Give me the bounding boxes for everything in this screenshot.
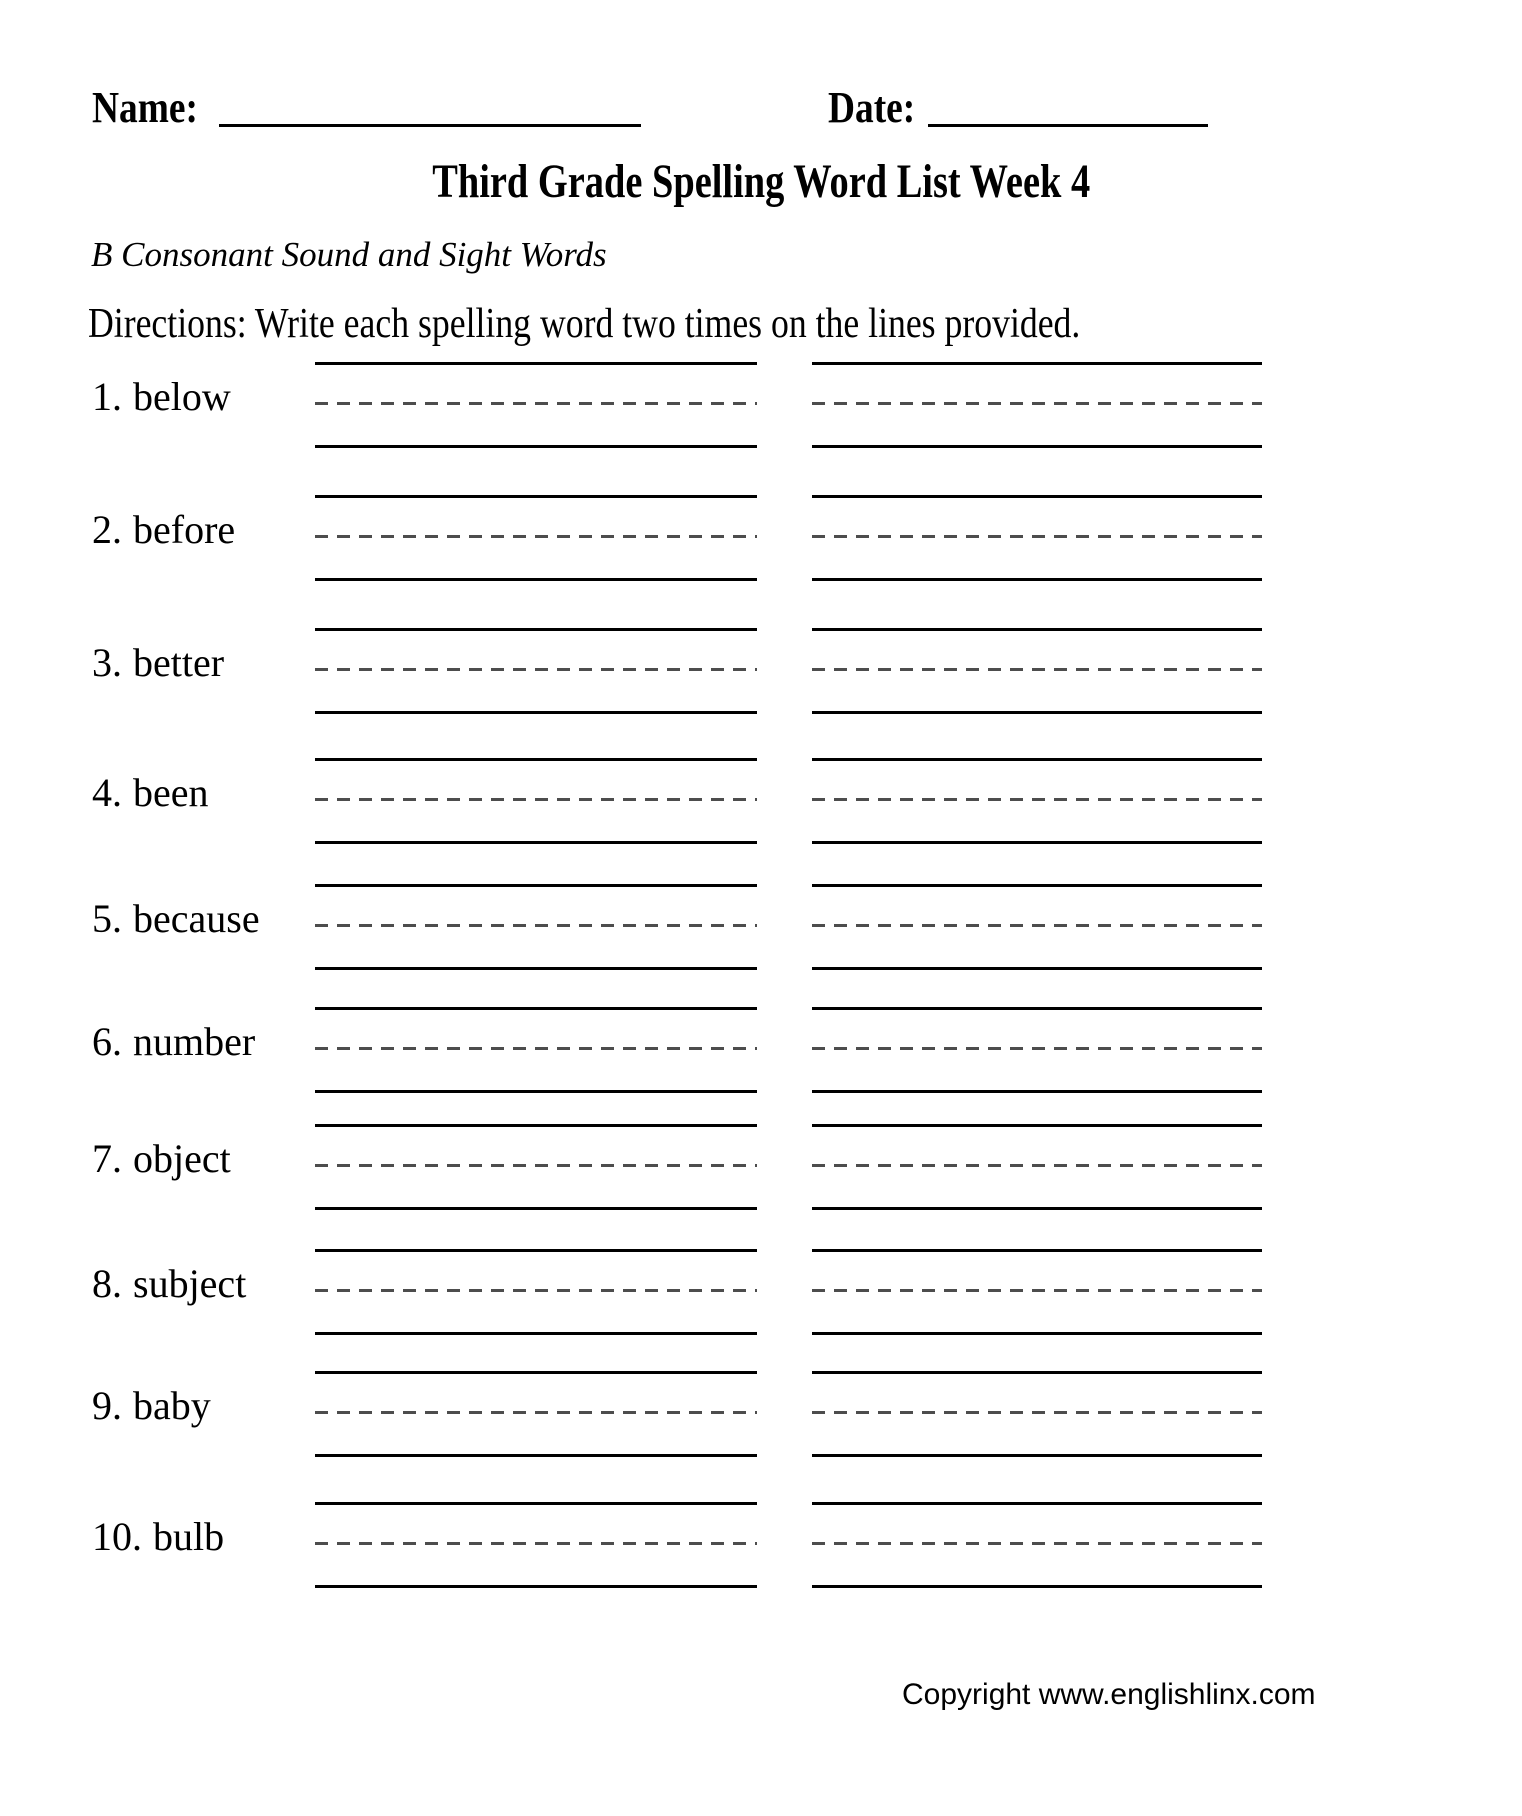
directions-text: Directions: Write each spelling word two times on the lines provided. [88, 301, 1081, 347]
line-solid-bottom [812, 1332, 1262, 1335]
line-solid-top [315, 362, 757, 365]
word-row [0, 1249, 1522, 1376]
writing-lines-right [812, 758, 1262, 848]
word-label [92, 374, 231, 419]
line-solid-bottom [315, 841, 757, 844]
line-solid-top [315, 1249, 757, 1252]
line-solid-top [812, 362, 1262, 365]
line-solid-bottom [812, 1207, 1262, 1210]
date-underline [928, 124, 1208, 127]
line-dashed-middle [812, 924, 1262, 927]
line-solid-top [812, 758, 1262, 761]
line-dashed-middle [812, 535, 1262, 538]
word-label [92, 1383, 211, 1428]
line-solid-top [315, 758, 757, 761]
writing-lines-left [315, 1502, 757, 1592]
line-dashed-middle [812, 1542, 1262, 1545]
word-text: been [133, 770, 209, 815]
line-dashed-middle [315, 1289, 757, 1292]
line-solid-top [315, 495, 757, 498]
word-number: 9. [92, 1383, 122, 1428]
line-dashed-middle [315, 1411, 757, 1414]
line-solid-top [315, 884, 757, 887]
writing-lines-right [812, 1371, 1262, 1461]
writing-lines-left [315, 1124, 757, 1214]
line-solid-top [812, 1371, 1262, 1374]
word-text: because [133, 896, 260, 941]
line-dashed-middle [315, 1164, 757, 1167]
word-text: before [133, 507, 236, 552]
word-text: baby [133, 1383, 211, 1428]
line-solid-bottom [812, 1090, 1262, 1093]
line-solid-top [812, 495, 1262, 498]
line-dashed-middle [812, 798, 1262, 801]
word-label [92, 1136, 231, 1181]
line-dashed-middle [315, 402, 757, 405]
word-number: 5. [92, 896, 122, 941]
word-label [92, 770, 209, 815]
line-dashed-middle [315, 1542, 757, 1545]
title-row [0, 155, 1522, 208]
word-number: 2. [92, 507, 122, 552]
word-label [92, 896, 260, 941]
name-label: Name: [92, 83, 198, 132]
word-row [0, 758, 1522, 885]
word-row [0, 884, 1522, 1011]
writing-lines-left [315, 1007, 757, 1097]
word-number: 8. [92, 1261, 122, 1306]
word-number: 10. [92, 1514, 142, 1559]
word-number: 6. [92, 1019, 122, 1064]
copyright-text: Copyright www.englishlinx.com [902, 1678, 1316, 1711]
writing-lines-left [315, 884, 757, 974]
word-row [0, 1007, 1522, 1134]
line-dashed-middle [315, 535, 757, 538]
line-solid-top [315, 1502, 757, 1505]
word-number: 4. [92, 770, 122, 815]
line-solid-bottom [315, 1090, 757, 1093]
word-row [0, 1124, 1522, 1251]
line-solid-bottom [812, 578, 1262, 581]
word-text: below [133, 374, 231, 419]
line-solid-top [315, 1371, 757, 1374]
word-text: better [133, 640, 225, 685]
writing-lines-left [315, 628, 757, 718]
worksheet-subtitle: B Consonant Sound and Sight Words [91, 235, 607, 274]
line-dashed-middle [812, 668, 1262, 671]
line-solid-bottom [812, 711, 1262, 714]
writing-lines-right [812, 628, 1262, 718]
word-number: 1. [92, 374, 122, 419]
word-label [92, 1514, 225, 1559]
date-label: Date: [828, 83, 916, 132]
line-solid-top [315, 1124, 757, 1127]
word-text: bulb [153, 1514, 225, 1559]
name-underline [219, 124, 641, 127]
writing-lines-right [812, 1124, 1262, 1214]
line-solid-bottom [315, 1454, 757, 1457]
line-solid-bottom [315, 1585, 757, 1588]
line-solid-top [812, 1249, 1262, 1252]
line-dashed-middle [315, 924, 757, 927]
line-solid-bottom [315, 967, 757, 970]
line-solid-bottom [315, 578, 757, 581]
line-dashed-middle [812, 1411, 1262, 1414]
line-solid-bottom [315, 1207, 757, 1210]
writing-lines-left [315, 1249, 757, 1339]
word-number: 7. [92, 1136, 122, 1181]
line-solid-bottom [812, 1585, 1262, 1588]
word-row [0, 1371, 1522, 1498]
word-text: number [133, 1019, 256, 1064]
line-solid-bottom [315, 445, 757, 448]
word-row [0, 495, 1522, 622]
line-solid-top [812, 1502, 1262, 1505]
word-text: subject [133, 1261, 247, 1306]
writing-lines-right [812, 362, 1262, 452]
word-row [0, 362, 1522, 489]
writing-lines-right [812, 1502, 1262, 1592]
word-text: object [133, 1136, 231, 1181]
line-dashed-middle [315, 798, 757, 801]
writing-lines-left [315, 495, 757, 585]
writing-lines-left [315, 1371, 757, 1461]
line-solid-bottom [315, 1332, 757, 1335]
writing-lines-left [315, 362, 757, 452]
line-solid-top [315, 1007, 757, 1010]
word-label [92, 1261, 247, 1306]
word-number: 3. [92, 640, 122, 685]
line-solid-bottom [812, 967, 1262, 970]
writing-lines-right [812, 1249, 1262, 1339]
word-label [92, 1019, 256, 1064]
writing-lines-right [812, 495, 1262, 585]
line-dashed-middle [812, 1289, 1262, 1292]
line-solid-bottom [812, 445, 1262, 448]
line-solid-bottom [812, 1454, 1262, 1457]
line-solid-bottom [315, 711, 757, 714]
line-solid-top [812, 1007, 1262, 1010]
word-row [0, 628, 1522, 755]
word-label [92, 640, 225, 685]
line-dashed-middle [812, 1164, 1262, 1167]
writing-lines-right [812, 884, 1262, 974]
word-row [0, 1502, 1522, 1629]
word-label [92, 507, 236, 552]
line-solid-top [315, 628, 757, 631]
line-solid-bottom [812, 841, 1262, 844]
line-solid-top [812, 1124, 1262, 1127]
writing-lines-left [315, 758, 757, 848]
line-dashed-middle [812, 402, 1262, 405]
page-title: Third Grade Spelling Word List Week 4 [432, 155, 1090, 208]
line-dashed-middle [315, 1047, 757, 1050]
line-solid-top [812, 884, 1262, 887]
line-dashed-middle [315, 668, 757, 671]
line-solid-top [812, 628, 1262, 631]
line-dashed-middle [812, 1047, 1262, 1050]
writing-lines-right [812, 1007, 1262, 1097]
